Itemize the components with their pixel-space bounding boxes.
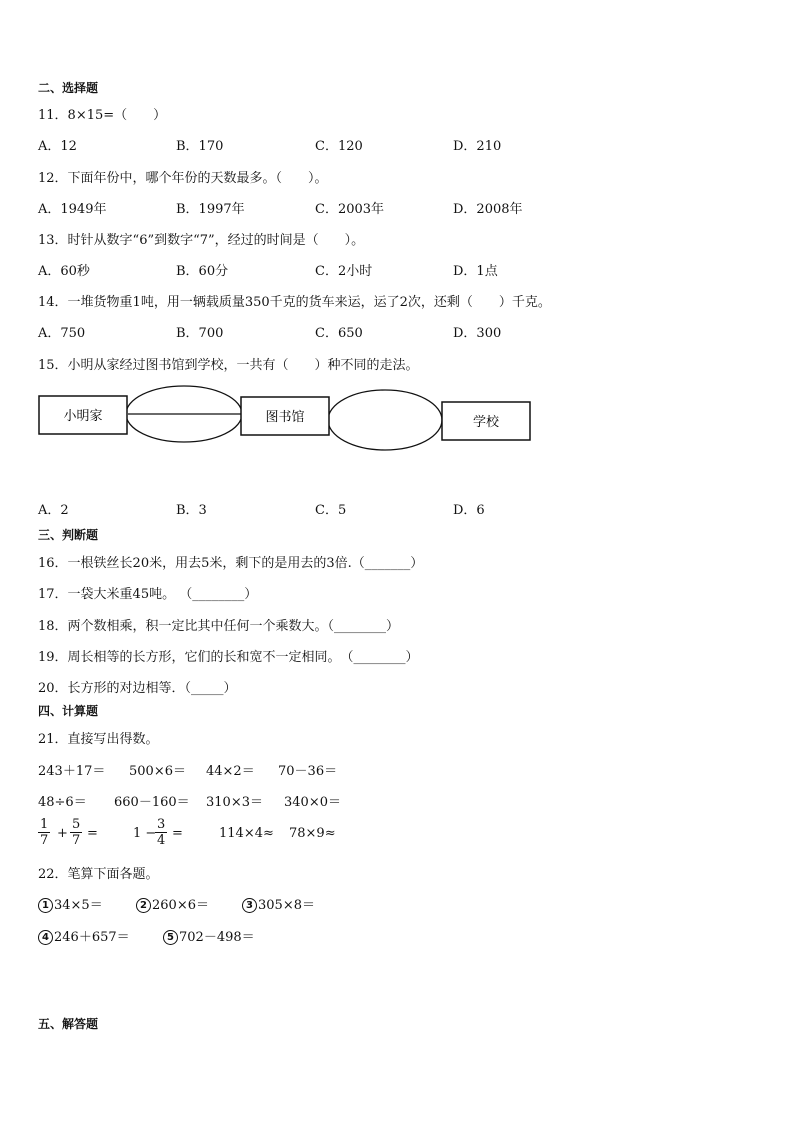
question-12: 12．下面年份中，哪个年份的天数最多。（ ）。 xyxy=(38,171,328,186)
q13-option-a: A．60秒 xyxy=(38,264,90,279)
fraction-denominator: 7 xyxy=(40,833,49,848)
equals-sign: = xyxy=(172,826,183,841)
plus-sign: + xyxy=(57,826,68,841)
section-heading-judge: 三、判断题 xyxy=(38,528,99,542)
written-calc-2 xyxy=(136,894,209,913)
library-label: 图书馆 xyxy=(265,410,305,425)
written-calc-1 xyxy=(38,894,103,913)
calc-r3-3: 114×4≈ xyxy=(219,826,274,841)
q12-option-a: A．1949年 xyxy=(38,202,107,217)
fraction-5-7 xyxy=(70,817,82,848)
calc-r3-4: 78×9≈ xyxy=(289,826,336,841)
q15-option-c: C．5 xyxy=(315,503,347,518)
question-14: 14．一堆货物重1吨，用一辆载质量350千克的货车来运，运了2次，还剩（ ）千克。 xyxy=(38,295,551,310)
fraction-numerator: 5 xyxy=(72,817,81,832)
fraction-denominator: 4 xyxy=(157,833,166,848)
q12-option-d: D．2008年 xyxy=(453,202,523,217)
written-calc-4 xyxy=(38,926,130,945)
question-16: 16．一根铁丝长20米，用去5米，剩下的是用去的3倍.（_______） xyxy=(38,556,424,571)
question-18: 18．两个数相乘，积一定比其中任何一个乘数大。（________） xyxy=(38,619,400,634)
fraction-1-7 xyxy=(38,817,50,848)
circled-number: 3 xyxy=(242,898,257,913)
question-15: 15．小明从家经过图书馆到学校，一共有（ ）种不同的走法。 xyxy=(38,358,419,373)
written-calc-expr: 702－498＝ xyxy=(179,930,255,945)
circled-number: 1 xyxy=(38,898,53,913)
written-calc-expr: 34×5＝ xyxy=(54,898,103,913)
equals-sign: = xyxy=(87,826,98,841)
q14-option-b: B．700 xyxy=(176,326,224,341)
q15-option-b: B．3 xyxy=(176,503,207,518)
question-11: 11．8×15=（ ） xyxy=(38,108,167,123)
q14-option-c: C．650 xyxy=(315,326,363,341)
fraction-numerator: 1 xyxy=(40,817,49,832)
circled-number: 5 xyxy=(163,930,178,945)
q13-option-d: D．1点 xyxy=(453,264,498,279)
q15-option-a: A．2 xyxy=(38,503,69,518)
fraction-numerator: 3 xyxy=(157,817,166,832)
calc-r1-2: 500×6＝ xyxy=(129,764,186,779)
calc-r2-4: 340×0＝ xyxy=(284,795,341,810)
q12-option-b: B．1997年 xyxy=(176,202,245,217)
q14-option-d: D．300 xyxy=(453,326,502,341)
calc-r2-2: 660－160＝ xyxy=(114,795,190,810)
one-minus: 1 − xyxy=(133,826,157,841)
route-loop-2 xyxy=(328,390,442,450)
fraction-3-4 xyxy=(155,817,167,848)
calc-r2-3: 310×3＝ xyxy=(206,795,263,810)
written-calc-expr: 246＋657＝ xyxy=(54,930,130,945)
question-19: 19．周长相等的长方形，它们的长和宽不一定相同。 （________） xyxy=(38,650,419,665)
written-calc-expr: 260×6＝ xyxy=(152,898,209,913)
q14-option-a: A．750 xyxy=(38,326,86,341)
circled-number: 2 xyxy=(136,898,151,913)
question-13: 13．时针从数字“6”到数字“7”，经过的时间是（ ）。 xyxy=(38,233,365,248)
question-22: 22．笔算下面各题。 xyxy=(38,867,159,882)
written-calc-3 xyxy=(242,894,315,913)
section-heading-calc: 四、计算题 xyxy=(38,704,99,718)
calc-r2-1: 48÷6＝ xyxy=(38,795,87,810)
calc-r1-1: 243＋17＝ xyxy=(38,764,106,779)
fraction-denominator: 7 xyxy=(72,833,81,848)
section-heading-choice: 二、选择题 xyxy=(38,81,99,95)
calc-r1-4: 70－36＝ xyxy=(278,764,338,779)
question-20: 20．长方形的对边相等．（_____） xyxy=(38,681,237,696)
circled-number: 4 xyxy=(38,930,53,945)
q15-option-d: D．6 xyxy=(453,503,485,518)
q13-option-b: B．60分 xyxy=(176,264,229,279)
written-calc-expr: 305×8＝ xyxy=(258,898,315,913)
q11-option-b: B．170 xyxy=(176,139,224,154)
calc-r1-3: 44×2＝ xyxy=(206,764,255,779)
q11-option-a: A．12 xyxy=(38,139,77,154)
q11-option-d: D．210 xyxy=(453,139,502,154)
q11-option-c: C．120 xyxy=(315,139,363,154)
question-17: 17．一袋大米重45吨。 （________） xyxy=(38,587,258,602)
school-label: 学校 xyxy=(472,415,500,430)
section-heading-word-problems: 五、解答题 xyxy=(38,1017,99,1031)
route-diagram xyxy=(0,380,794,460)
q12-option-c: C．2003年 xyxy=(315,202,385,217)
home-label: 小明家 xyxy=(63,409,103,424)
question-21: 21．直接写出得数。 xyxy=(38,732,159,747)
q13-option-c: C．2小时 xyxy=(315,264,373,279)
written-calc-5 xyxy=(163,926,255,945)
